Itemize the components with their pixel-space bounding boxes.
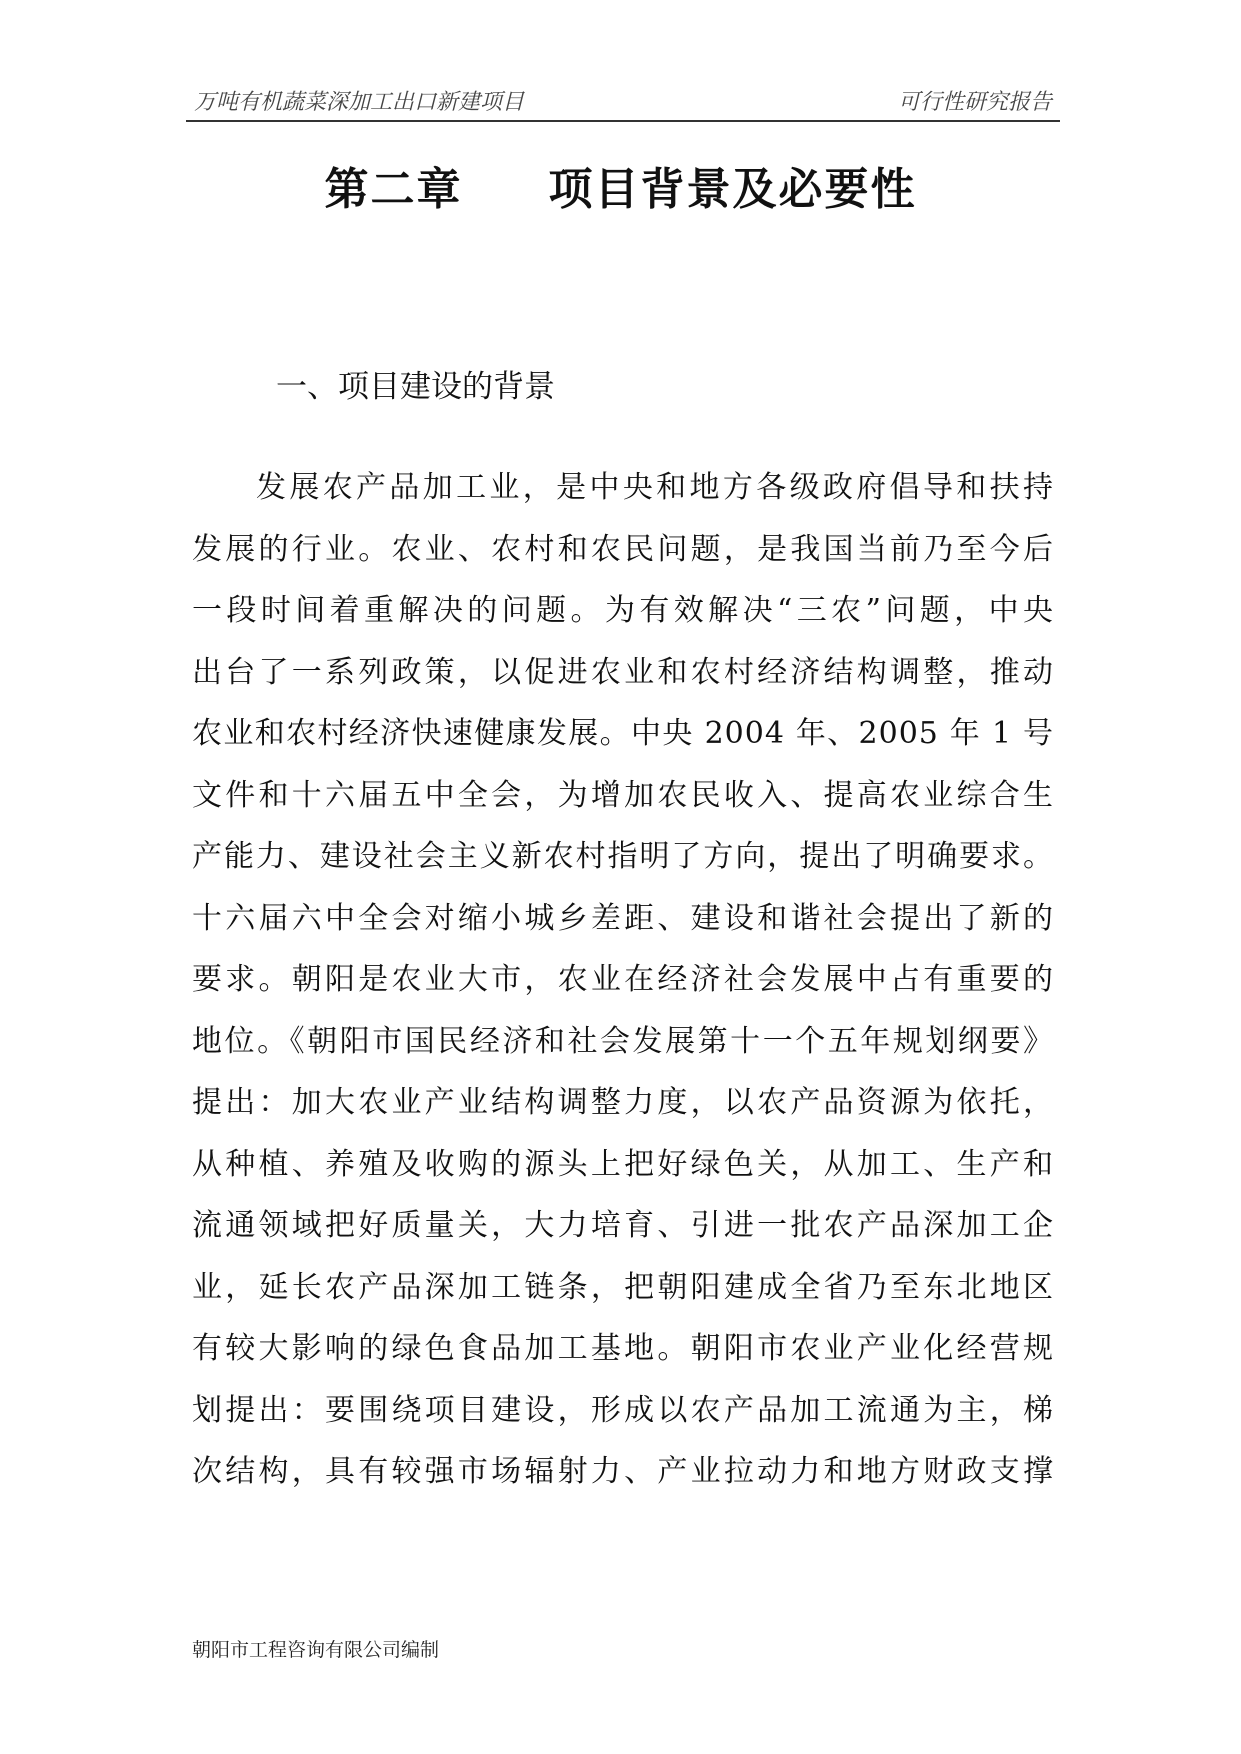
body-line: 十六届六中全会对缩小城乡差距、建设和谐社会提出了新的 xyxy=(192,900,1054,936)
body-line: 发展农产品加工业，是中央和地方各级政府倡导和扶持 xyxy=(256,470,1054,505)
body-line: 提出：加大农业产业结构调整力度，以农产品资源为依托， xyxy=(192,1085,1054,1120)
body-line: 有较大影响的绿色食品加工基地。朝阳市农业产业化经营规 xyxy=(192,1331,1054,1366)
body-line: 次结构，具有较强市场辐射力、产业拉动力和地方财政支撑 xyxy=(192,1454,1054,1489)
body-line: 流通领域把好质量关，大力培育、引进一批农产品深加工企 xyxy=(192,1208,1054,1243)
body-line: 从种植、养殖及收购的源头上把好绿色关，从加工、生产和 xyxy=(192,1146,1054,1182)
body-line: 一段时间着重解决的问题。为有效解决“三农”问题，中央 xyxy=(192,593,1054,628)
page-header xyxy=(186,88,1060,122)
body-line: 出台了一系列政策，以促进农业和农村经济结构调整，推动 xyxy=(192,654,1054,690)
body-line: 要求。朝阳是农业大市，农业在经济社会发展中占有重要的 xyxy=(192,962,1054,997)
body-line: 文件和十六届五中全会，为增加农民收入、提高农业综合生 xyxy=(192,777,1054,813)
chapter-number: 第二章 xyxy=(324,164,463,215)
header-project-name: 万吨有机蔬菜深加工出口新建项目 xyxy=(194,90,525,115)
page-footer: 朝阳市工程咨询有限公司编制 xyxy=(192,1639,440,1661)
chapter-title xyxy=(0,160,1241,220)
body-line: 农业和农村经济快速健康发展。中央 2004 年、2005 年 1 号 xyxy=(192,716,1054,751)
section-heading: 一、项目建设的背景 xyxy=(276,369,555,405)
body-paragraph xyxy=(192,466,1054,1512)
header-report-type: 可行性研究报告 xyxy=(897,90,1052,115)
chapter-name: 项目背景及必要性 xyxy=(548,164,917,215)
body-line: 发展的行业。农业、农村和农民问题，是我国当前乃至今后 xyxy=(192,531,1054,567)
body-line: 地位。《朝阳市国民经济和社会发展第十一个五年规划纲要》 xyxy=(192,1023,1054,1059)
body-line: 划提出：要围绕项目建设，形成以农产品加工流通为主，梯 xyxy=(192,1392,1054,1428)
body-line: 产能力、建设社会主义新农村指明了方向，提出了明确要求。 xyxy=(192,839,1054,874)
body-line: 业，延长农产品深加工链条，把朝阳建成全省乃至东北地区 xyxy=(192,1269,1054,1305)
